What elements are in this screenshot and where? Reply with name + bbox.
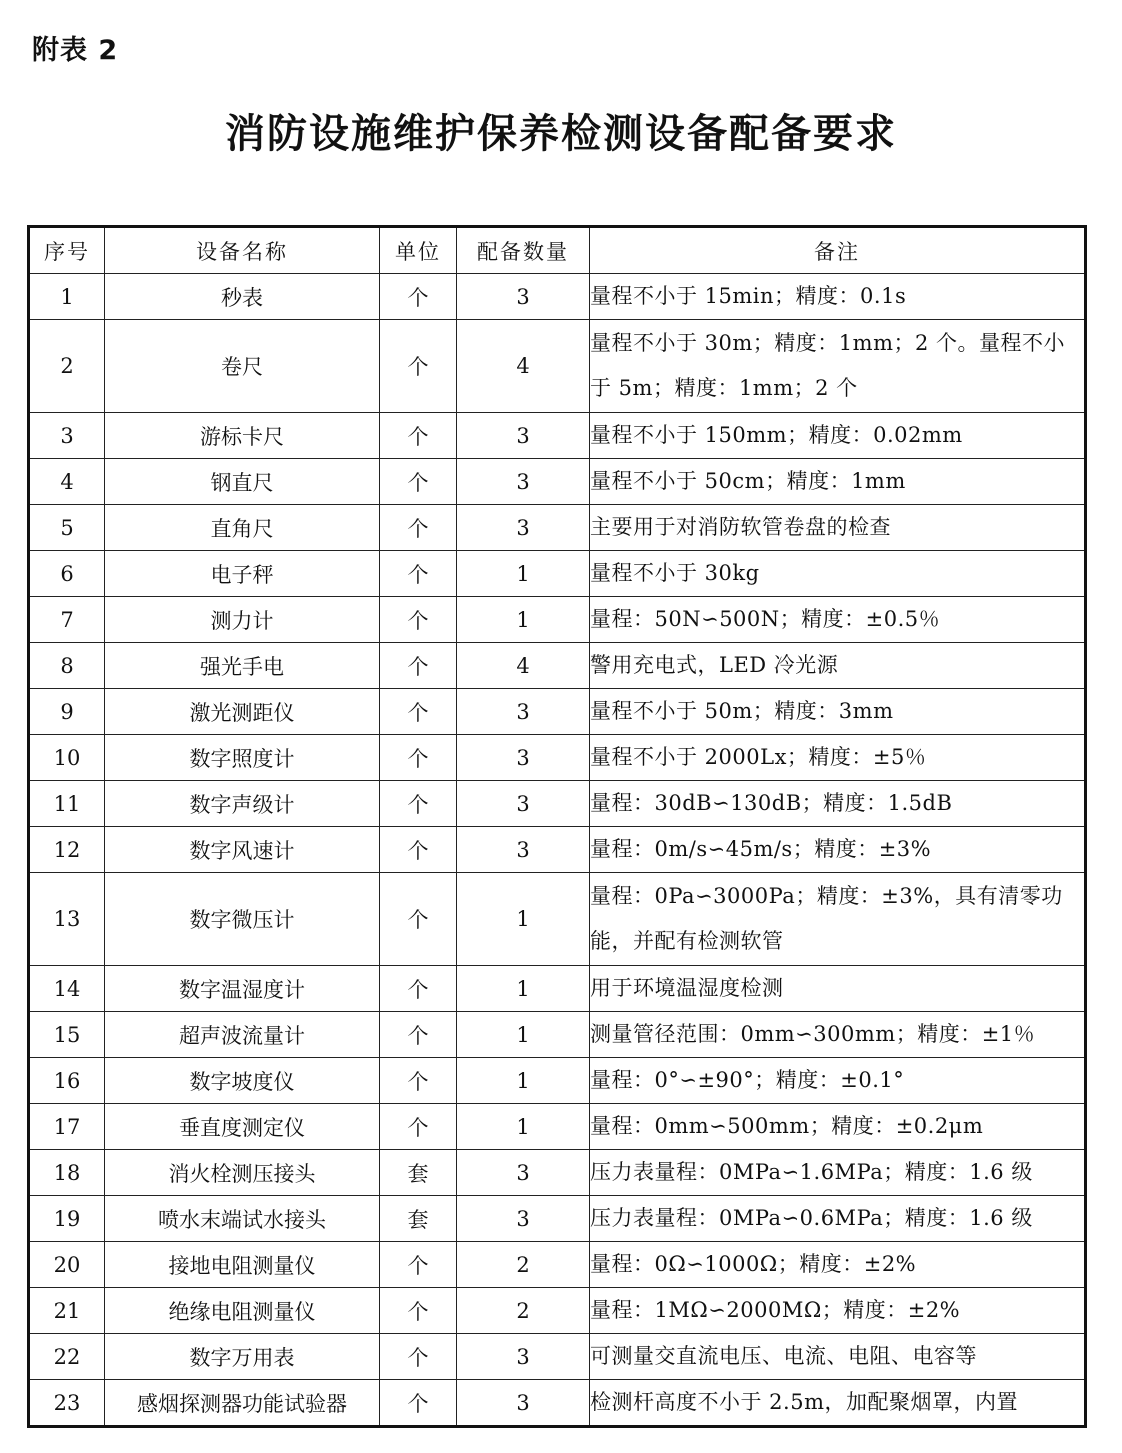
row-number: 4 <box>29 459 105 505</box>
quantity-cell: 3 <box>457 1150 590 1196</box>
quantity-cell: 3 <box>457 689 590 735</box>
table-header-row <box>29 227 1086 274</box>
header-no: 序号 <box>29 227 105 274</box>
quantity-cell: 3 <box>457 781 590 827</box>
unit-cell: 个 <box>380 827 457 873</box>
equipment-name: 消火栓测压接头 <box>105 1150 380 1196</box>
note-cell: 警用充电式，LED 冷光源 <box>590 643 1086 689</box>
table-row <box>29 597 1086 643</box>
note-cell: 量程：30dB∽130dB；精度：1.5dB <box>590 781 1086 827</box>
equipment-name: 数字风速计 <box>105 827 380 873</box>
unit-cell: 个 <box>380 1242 457 1288</box>
equipment-name: 数字温湿度计 <box>105 966 380 1012</box>
row-number: 22 <box>29 1334 105 1380</box>
quantity-cell: 1 <box>457 551 590 597</box>
equipment-name: 接地电阻测量仪 <box>105 1242 380 1288</box>
unit-cell: 个 <box>380 551 457 597</box>
unit-cell: 个 <box>380 1012 457 1058</box>
table-row <box>29 320 1086 413</box>
quantity-cell: 1 <box>457 597 590 643</box>
appendix-label: 附表 2 <box>32 35 119 66</box>
quantity-cell: 3 <box>457 1380 590 1427</box>
equipment-name: 测力计 <box>105 597 380 643</box>
row-number: 21 <box>29 1288 105 1334</box>
equipment-table <box>27 225 1087 1428</box>
table-row <box>29 873 1086 966</box>
note-cell: 可测量交直流电压、电流、电阻、电容等 <box>590 1334 1086 1380</box>
row-number: 16 <box>29 1058 105 1104</box>
quantity-cell: 2 <box>457 1242 590 1288</box>
table-row <box>29 1058 1086 1104</box>
row-number: 23 <box>29 1380 105 1427</box>
row-number: 13 <box>29 873 105 966</box>
page-title: 消防设施维护保养检测设备配备要求 <box>225 110 897 157</box>
unit-cell: 个 <box>380 1104 457 1150</box>
quantity-cell: 1 <box>457 1058 590 1104</box>
quantity-cell: 4 <box>457 320 590 413</box>
unit-cell: 套 <box>380 1150 457 1196</box>
quantity-cell: 3 <box>457 505 590 551</box>
note-cell: 量程不小于 2000Lx；精度：±5％ <box>590 735 1086 781</box>
quantity-cell: 2 <box>457 1288 590 1334</box>
row-number: 11 <box>29 781 105 827</box>
unit-cell: 个 <box>380 320 457 413</box>
note-cell: 检测杆高度不小于 2.5m，加配聚烟罩，内置 <box>590 1380 1086 1427</box>
unit-cell: 个 <box>380 1380 457 1427</box>
quantity-cell: 1 <box>457 966 590 1012</box>
table-row <box>29 1196 1086 1242</box>
table-row <box>29 1380 1086 1427</box>
equipment-name: 绝缘电阻测量仪 <box>105 1288 380 1334</box>
row-number: 12 <box>29 827 105 873</box>
table-row <box>29 827 1086 873</box>
equipment-name: 钢直尺 <box>105 459 380 505</box>
unit-cell: 个 <box>380 643 457 689</box>
note-cell: 测量管径范围：0mm∽300mm；精度：±1％ <box>590 1012 1086 1058</box>
quantity-cell: 3 <box>457 1334 590 1380</box>
table-row <box>29 689 1086 735</box>
equipment-name: 激光测距仪 <box>105 689 380 735</box>
equipment-name: 强光手电 <box>105 643 380 689</box>
header-unit: 单位 <box>380 227 457 274</box>
note-cell: 量程不小于 50cm；精度：1mm <box>590 459 1086 505</box>
equipment-name: 秒表 <box>105 274 380 320</box>
row-number: 10 <box>29 735 105 781</box>
equipment-name: 游标卡尺 <box>105 413 380 459</box>
unit-cell: 个 <box>380 781 457 827</box>
unit-cell: 个 <box>380 597 457 643</box>
unit-cell: 个 <box>380 1288 457 1334</box>
equipment-name: 数字声级计 <box>105 781 380 827</box>
quantity-cell: 1 <box>457 873 590 966</box>
table-row <box>29 1012 1086 1058</box>
note-cell: 量程：0m/s∽45m/s；精度：±3% <box>590 827 1086 873</box>
header-note: 备注 <box>590 227 1086 274</box>
note-cell: 压力表量程：0MPa∽1.6MPa；精度：1.6 级 <box>590 1150 1086 1196</box>
row-number: 2 <box>29 320 105 413</box>
table-row <box>29 551 1086 597</box>
table-row <box>29 274 1086 320</box>
unit-cell: 个 <box>380 274 457 320</box>
note-cell: 量程不小于 150mm；精度：0.02mm <box>590 413 1086 459</box>
row-number: 1 <box>29 274 105 320</box>
note-cell: 量程：0Pa∽3000Pa；精度：±3%，具有清零功能，并配有检测软管 <box>590 873 1086 966</box>
header-name: 设备名称 <box>105 227 380 274</box>
note-cell: 量程不小于 15min；精度：0.1s <box>590 274 1086 320</box>
quantity-cell: 3 <box>457 1196 590 1242</box>
table-row <box>29 966 1086 1012</box>
header-qty: 配备数量 <box>457 227 590 274</box>
unit-cell: 个 <box>380 459 457 505</box>
equipment-name: 喷水末端试水接头 <box>105 1196 380 1242</box>
note-cell: 量程：0Ω∽1000Ω；精度：±2% <box>590 1242 1086 1288</box>
row-number: 6 <box>29 551 105 597</box>
unit-cell: 个 <box>380 413 457 459</box>
table-row <box>29 1334 1086 1380</box>
equipment-name: 数字万用表 <box>105 1334 380 1380</box>
row-number: 15 <box>29 1012 105 1058</box>
equipment-name: 垂直度测定仪 <box>105 1104 380 1150</box>
unit-cell: 个 <box>380 873 457 966</box>
unit-cell: 个 <box>380 735 457 781</box>
unit-cell: 个 <box>380 1058 457 1104</box>
note-cell: 量程不小于 30kg <box>590 551 1086 597</box>
note-cell: 量程不小于 30m；精度：1mm；2 个。量程不小于 5m；精度：1mm；2 个 <box>590 320 1086 413</box>
equipment-name: 感烟探测器功能试验器 <box>105 1380 380 1427</box>
note-cell: 量程不小于 50m；精度：3mm <box>590 689 1086 735</box>
equipment-name: 数字照度计 <box>105 735 380 781</box>
table-row <box>29 1104 1086 1150</box>
row-number: 17 <box>29 1104 105 1150</box>
unit-cell: 个 <box>380 966 457 1012</box>
equipment-name: 数字微压计 <box>105 873 380 966</box>
quantity-cell: 3 <box>457 413 590 459</box>
note-cell: 主要用于对消防软管卷盘的检查 <box>590 505 1086 551</box>
row-number: 19 <box>29 1196 105 1242</box>
row-number: 8 <box>29 643 105 689</box>
table-row <box>29 643 1086 689</box>
table-row <box>29 1150 1086 1196</box>
unit-cell: 个 <box>380 689 457 735</box>
quantity-cell: 3 <box>457 274 590 320</box>
quantity-cell: 3 <box>457 459 590 505</box>
row-number: 5 <box>29 505 105 551</box>
row-number: 14 <box>29 966 105 1012</box>
quantity-cell: 1 <box>457 1104 590 1150</box>
table-row <box>29 1288 1086 1334</box>
quantity-cell: 3 <box>457 735 590 781</box>
table-row <box>29 1242 1086 1288</box>
row-number: 18 <box>29 1150 105 1196</box>
row-number: 9 <box>29 689 105 735</box>
table-row <box>29 735 1086 781</box>
equipment-name: 电子秤 <box>105 551 380 597</box>
row-number: 7 <box>29 597 105 643</box>
equipment-name: 卷尺 <box>105 320 380 413</box>
table-body <box>29 274 1086 1427</box>
row-number: 3 <box>29 413 105 459</box>
table-row <box>29 781 1086 827</box>
table-row <box>29 413 1086 459</box>
note-cell: 量程：50N∽500N；精度：±0.5％ <box>590 597 1086 643</box>
quantity-cell: 4 <box>457 643 590 689</box>
unit-cell: 个 <box>380 505 457 551</box>
note-cell: 量程：0°∽±90°；精度：±0.1° <box>590 1058 1086 1104</box>
equipment-name: 直角尺 <box>105 505 380 551</box>
row-number: 20 <box>29 1242 105 1288</box>
table-row <box>29 459 1086 505</box>
note-cell: 压力表量程：0MPa∽0.6MPa；精度：1.6 级 <box>590 1196 1086 1242</box>
quantity-cell: 1 <box>457 1012 590 1058</box>
note-cell: 用于环境温湿度检测 <box>590 966 1086 1012</box>
note-cell: 量程：1MΩ∽2000MΩ；精度：±2% <box>590 1288 1086 1334</box>
note-cell: 量程：0mm∽500mm；精度：±0.2μm <box>590 1104 1086 1150</box>
unit-cell: 套 <box>380 1196 457 1242</box>
equipment-name: 超声波流量计 <box>105 1012 380 1058</box>
equipment-name: 数字坡度仪 <box>105 1058 380 1104</box>
unit-cell: 个 <box>380 1334 457 1380</box>
quantity-cell: 3 <box>457 827 590 873</box>
table-row <box>29 505 1086 551</box>
